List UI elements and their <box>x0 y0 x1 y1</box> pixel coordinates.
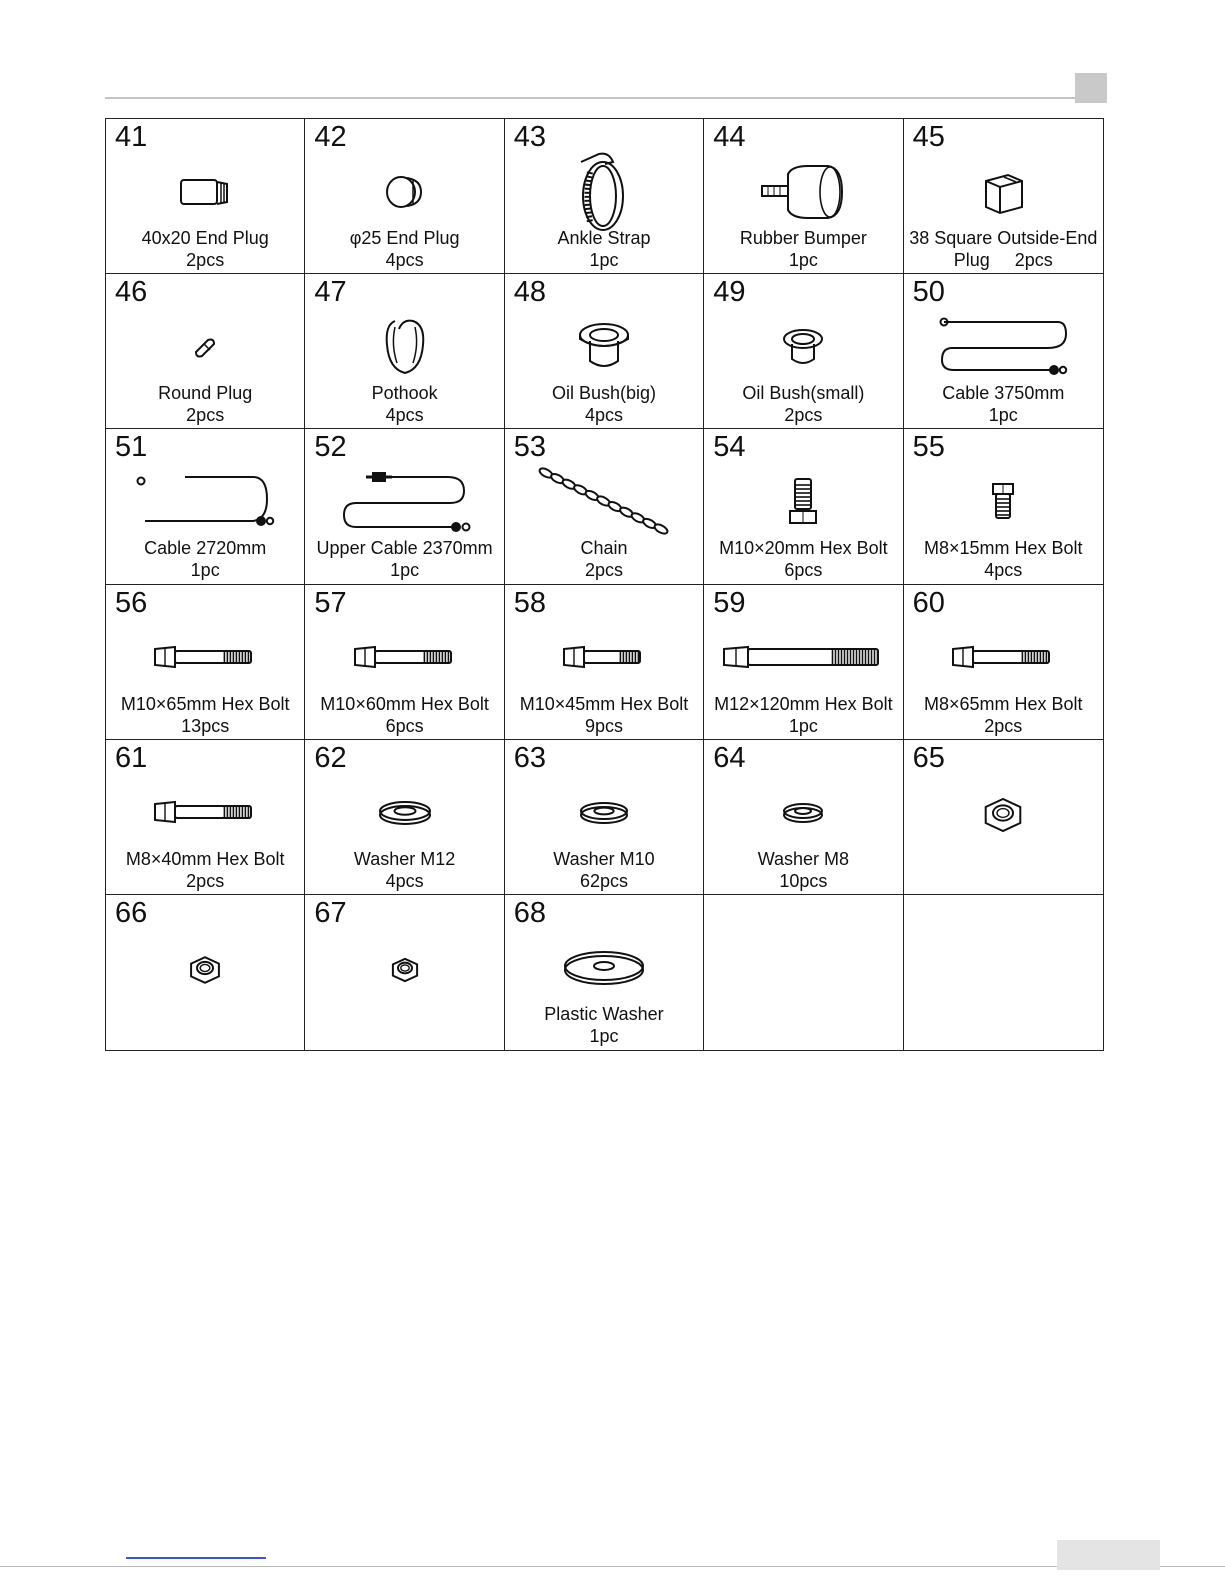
hex-bolt-long-icon <box>704 611 902 705</box>
part-cell-44 <box>704 119 903 274</box>
round-plug-icon <box>106 300 304 394</box>
empty-cell <box>904 895 1103 1050</box>
part-label <box>305 693 503 737</box>
chain-icon <box>505 455 703 549</box>
cable-medium-icon <box>106 455 304 549</box>
part-label <box>704 382 902 426</box>
part-quantity: 13pcs <box>181 715 230 736</box>
part-name: M12×120mm Hex Bolt <box>714 693 893 714</box>
part-number: 57 <box>314 586 347 619</box>
part-number: 50 <box>912 276 945 309</box>
part-quantity: 1pc <box>988 405 1018 426</box>
part-number: 63 <box>513 741 547 774</box>
part-cell-43 <box>505 119 704 274</box>
part-quantity: 1pc <box>390 560 420 581</box>
part-cell-57 <box>305 585 504 740</box>
washer-icon <box>305 766 503 860</box>
part-name: Oil Bush(big) <box>551 383 657 404</box>
part-name: Plastic Washer <box>544 1003 664 1024</box>
part-quantity: 4pcs <box>584 405 623 426</box>
parts-table <box>105 118 1104 1051</box>
part-label <box>704 537 902 581</box>
hex-nut-icon <box>904 766 1103 860</box>
part-cell-49 <box>704 274 903 429</box>
rubber-bumper-icon <box>704 145 902 239</box>
part-quantity: 1pc <box>190 560 220 581</box>
part-name: M8×65mm Hex Bolt <box>924 693 1083 714</box>
part-cell-60 <box>904 585 1103 740</box>
end-plug-rect-icon <box>106 145 304 239</box>
part-number: 55 <box>912 431 945 464</box>
header-rule <box>105 97 1075 99</box>
hex-bolt-icon <box>106 766 304 860</box>
part-number: 53 <box>513 431 547 464</box>
footer-tab-marker <box>1057 1540 1160 1570</box>
part-name: Cable 2720mm <box>144 538 267 559</box>
part-number: 67 <box>314 896 347 929</box>
empty-cell <box>704 895 903 1050</box>
part-quantity: 2pcs <box>186 250 225 270</box>
plastic-washer-icon <box>505 921 703 1015</box>
part-label <box>505 382 703 426</box>
page-tab-marker <box>1075 73 1107 103</box>
part-quantity: 2pcs <box>584 560 623 581</box>
part-quantity: 2pcs <box>186 870 225 891</box>
part-number: 46 <box>115 276 148 309</box>
short-bolt-small-icon <box>904 455 1103 549</box>
footer-link-underline <box>126 1557 266 1559</box>
part-name: Washer M10 <box>553 848 655 869</box>
part-cell-55 <box>904 429 1103 584</box>
part-quantity: 4pcs <box>385 870 424 891</box>
cable-long-icon <box>904 300 1103 394</box>
part-cell-42 <box>305 119 504 274</box>
part-cell-51 <box>106 429 305 584</box>
part-name: Washer M8 <box>757 848 850 869</box>
part-cell-53 <box>505 429 704 584</box>
part-quantity: 6pcs <box>784 560 823 581</box>
part-cell-64 <box>704 740 903 895</box>
part-number: 44 <box>713 121 746 153</box>
part-name: M10×45mm Hex Bolt <box>519 693 689 714</box>
washer-icon <box>505 766 703 860</box>
part-label <box>704 693 902 737</box>
part-cell-59 <box>704 585 903 740</box>
part-name: Ankle Strap <box>557 228 651 248</box>
part-cell-67 <box>305 895 504 1050</box>
part-number: 65 <box>912 741 945 774</box>
part-number: 41 <box>115 121 148 153</box>
part-quantity: 4pcs <box>385 405 424 426</box>
part-number: 54 <box>713 431 746 464</box>
part-cell-50 <box>904 274 1103 429</box>
part-name: Washer M12 <box>353 848 456 869</box>
part-cell-47 <box>305 274 504 429</box>
part-name: Cable 3750mm <box>942 383 1065 404</box>
part-label <box>305 382 503 426</box>
end-plug-round-icon <box>305 145 503 239</box>
part-number: 56 <box>115 586 148 619</box>
upper-cable-icon <box>305 455 503 549</box>
part-cell-45 <box>904 119 1103 274</box>
square-end-plug-icon <box>904 145 1103 239</box>
part-cell-68 <box>505 895 704 1050</box>
part-cell-58 <box>505 585 704 740</box>
part-quantity: 4pcs <box>385 250 424 270</box>
part-cell-56 <box>106 585 305 740</box>
hex-bolt-icon <box>305 611 503 705</box>
part-name: 38 Square Outside-End <box>909 228 1098 248</box>
part-name: M10×60mm Hex Bolt <box>320 693 489 714</box>
part-label <box>305 537 503 581</box>
part-label <box>505 227 703 271</box>
part-number: 48 <box>513 276 547 309</box>
part-label <box>704 848 902 892</box>
part-label <box>106 693 304 737</box>
part-cell-41 <box>106 119 305 274</box>
part-name: M8×40mm Hex Bolt <box>125 848 285 869</box>
part-name: Rubber Bumper <box>739 228 867 248</box>
hex-bolt-icon <box>106 611 304 705</box>
part-name: Upper Cable 2370mm <box>316 538 493 559</box>
hex-nut-icon <box>106 921 304 1015</box>
part-number: 45 <box>912 121 945 153</box>
part-quantity: 1pc <box>589 1025 619 1046</box>
ankle-strap-icon <box>505 145 703 239</box>
part-number: 42 <box>314 121 347 153</box>
part-name: 40x20 End Plug <box>141 228 269 248</box>
hex-nut-small-icon <box>305 921 503 1015</box>
part-quantity: 1pc <box>788 250 818 270</box>
part-cell-46 <box>106 274 305 429</box>
part-name: M10×65mm Hex Bolt <box>120 693 290 714</box>
part-label <box>106 848 304 892</box>
part-quantity: 1pc <box>788 715 818 736</box>
part-label <box>305 227 503 271</box>
part-quantity: 2pcs <box>984 715 1023 736</box>
part-cell-61 <box>106 740 305 895</box>
part-quantity: 2pcs <box>784 405 823 426</box>
short-bolt-icon <box>704 455 902 549</box>
part-name: M8×15mm Hex Bolt <box>924 538 1083 559</box>
part-quantity: Plug 2pcs <box>953 250 1053 270</box>
part-cell-65 <box>904 740 1103 895</box>
part-name: Pothook <box>371 383 438 404</box>
part-label <box>704 227 902 271</box>
part-quantity: 2pcs <box>186 405 225 426</box>
part-number: 60 <box>912 586 945 619</box>
part-name: Round Plug <box>158 383 253 404</box>
part-number: 47 <box>314 276 347 309</box>
part-label <box>904 382 1103 426</box>
part-cell-54 <box>704 429 903 584</box>
part-cell-62 <box>305 740 504 895</box>
part-label <box>106 227 304 271</box>
hex-bolt-icon <box>505 611 703 705</box>
oil-bush-big-icon <box>505 300 703 394</box>
part-label <box>106 537 304 581</box>
part-label <box>505 693 703 737</box>
part-quantity: 1pc <box>589 250 619 270</box>
part-quantity: 62pcs <box>579 870 629 891</box>
part-quantity: 6pcs <box>385 715 424 736</box>
part-quantity: 10pcs <box>779 870 828 891</box>
part-number: 51 <box>115 431 148 464</box>
washer-small-icon <box>704 766 902 860</box>
part-label <box>904 537 1103 581</box>
part-number: 49 <box>713 276 746 309</box>
hex-bolt-icon <box>904 611 1103 705</box>
footer-rule <box>0 1566 1225 1567</box>
part-label <box>904 227 1103 271</box>
part-name: φ25 End Plug <box>349 228 460 248</box>
part-number: 61 <box>115 741 148 774</box>
part-cell-66 <box>106 895 305 1050</box>
pothook-icon <box>305 300 503 394</box>
part-number: 43 <box>513 121 547 153</box>
part-label <box>505 1003 703 1047</box>
part-quantity: 9pcs <box>584 715 623 736</box>
oil-bush-small-icon <box>704 300 902 394</box>
part-cell-48 <box>505 274 704 429</box>
part-number: 52 <box>314 431 347 464</box>
part-quantity: 4pcs <box>984 560 1023 581</box>
part-label <box>505 537 703 581</box>
part-number: 62 <box>314 741 347 774</box>
part-name: Chain <box>580 538 628 559</box>
part-number: 66 <box>115 896 148 929</box>
part-name: Oil Bush(small) <box>742 383 865 404</box>
part-label <box>505 848 703 892</box>
part-number: 64 <box>713 741 746 774</box>
part-cell-63 <box>505 740 704 895</box>
part-number: 68 <box>513 896 547 929</box>
part-label <box>305 848 503 892</box>
part-label <box>904 693 1103 737</box>
part-name: M10×20mm Hex Bolt <box>719 538 888 559</box>
part-number: 59 <box>713 586 746 619</box>
part-label <box>106 382 304 426</box>
part-cell-52 <box>305 429 504 584</box>
part-number: 58 <box>513 586 547 619</box>
